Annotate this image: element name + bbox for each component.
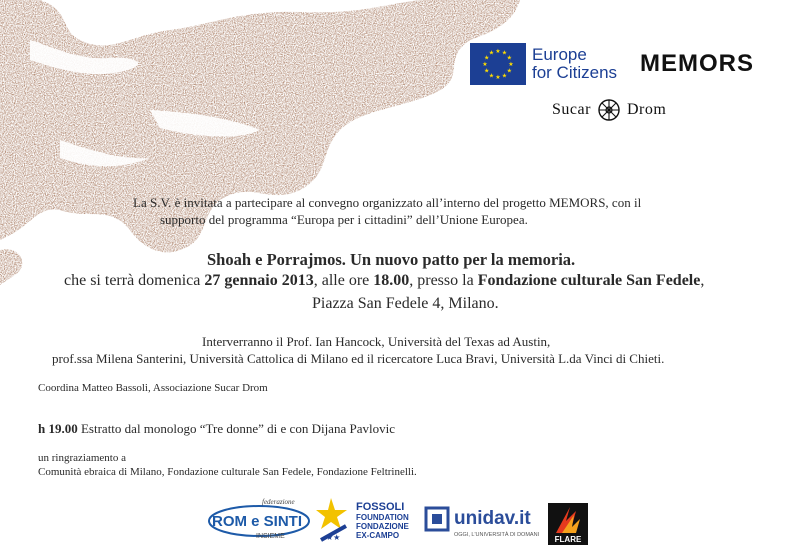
svg-text:★: ★: [495, 74, 501, 81]
eu-logo-text: [532, 46, 617, 82]
invite-line-2: supporto del programma “Europa per i cittadini” dell’Unione Europea.: [160, 212, 528, 227]
event-when-mid: , alle ore: [313, 272, 374, 289]
svg-text:★: ★: [501, 72, 508, 80]
eu-logo-line2: for Citizens: [532, 63, 618, 82]
rom-logo-bottom: INSIEME: [256, 533, 285, 540]
svg-text:★★: ★★: [326, 533, 341, 542]
flare-text: FLARE: [554, 535, 582, 544]
performance: [38, 421, 395, 437]
svg-text:★: ★: [495, 48, 501, 55]
svg-text:★: ★: [488, 49, 495, 57]
unidav-text: unidav.it: [454, 508, 531, 529]
svg-text:★: ★: [501, 49, 508, 57]
fossoli-foundation-logo: [316, 496, 414, 544]
event-venue-post: ,: [700, 272, 705, 289]
drom-text: Drom: [626, 101, 667, 118]
event-time: 18.00: [373, 272, 410, 289]
event-date: 27 gennaio 2013: [204, 272, 314, 289]
sucar-text: Sucar: [552, 101, 591, 118]
event-when: [64, 272, 704, 290]
speakers-line-1: Interverranno il Prof. Ian Hancock, Università del Texas ad Austin,: [202, 334, 551, 349]
performance-time: h 19.00: [38, 421, 78, 436]
event-venue: Fondazione culturale San Fedele: [477, 272, 701, 289]
event-when-post: , presso la: [409, 272, 478, 289]
speakers-line-2: prof.ssa Milena Santerini, Università Cattolica di Milano ed il ricercatore Luca Bravi, Università L.da Vinci di Chieti.: [52, 351, 665, 366]
svg-text:★: ★: [482, 61, 488, 68]
sucar-drom-logo: [552, 98, 666, 122]
fossoli-line2: FOUNDATION: [356, 512, 409, 522]
flare-logo: [548, 503, 588, 545]
svg-text:★: ★: [506, 67, 512, 75]
coordinator: Coordina Matteo Bassoli, Associazione Sucar Drom: [38, 382, 268, 394]
rom-sinti-insieme-logo: [204, 496, 314, 540]
wheel-icon: [597, 98, 621, 122]
star-icon: [316, 496, 356, 544]
unidav-mark-icon: [424, 506, 450, 532]
europe-for-citizens-logo: [470, 42, 632, 86]
svg-text:★: ★: [484, 67, 490, 75]
svg-text:★: ★: [484, 54, 490, 62]
fossoli-line3: FONDAZIONE: [356, 521, 409, 531]
svg-text:★: ★: [488, 72, 495, 80]
thanks-line-1: un ringraziamento a: [38, 452, 126, 464]
rom-logo-top: federazione: [262, 498, 295, 506]
performance-text: Estratto dal monologo “Tre donne” di e con Dijana Pavlovic: [77, 421, 395, 436]
fossoli-line1: FOSSOLI: [356, 500, 405, 513]
event-address: Piazza San Fedele 4, Milano.: [312, 295, 499, 312]
unidav-tagline: OGGI, L'UNIVERSITÀ DI DOMANI: [454, 532, 540, 538]
event-when-pre: che si terrà domenica: [64, 272, 205, 289]
svg-text:★: ★: [506, 54, 512, 62]
invite-line-1: La S.V. è invitata a partecipare al convegno organizzato all’interno del progetto MEMORS, con il: [133, 195, 642, 210]
fossoli-line4: EX-CAMPO: [356, 530, 400, 540]
eu-flag-icon: [470, 43, 526, 85]
memors-logo: [640, 50, 754, 78]
unidav-logo: [424, 506, 544, 542]
event-title: Shoah e Porrajmos. Un nuovo patto per la memoria.: [207, 250, 576, 269]
rom-logo-main: ROM e SINTI: [212, 513, 303, 530]
memors-logo-text: MEMORS: [640, 50, 754, 77]
eu-logo-line1: Europe: [532, 45, 587, 64]
svg-text:★: ★: [508, 61, 514, 68]
thanks-line-2: Comunità ebraica di Milano, Fondazione culturale San Fedele, Fondazione Feltrinelli.: [38, 466, 417, 478]
